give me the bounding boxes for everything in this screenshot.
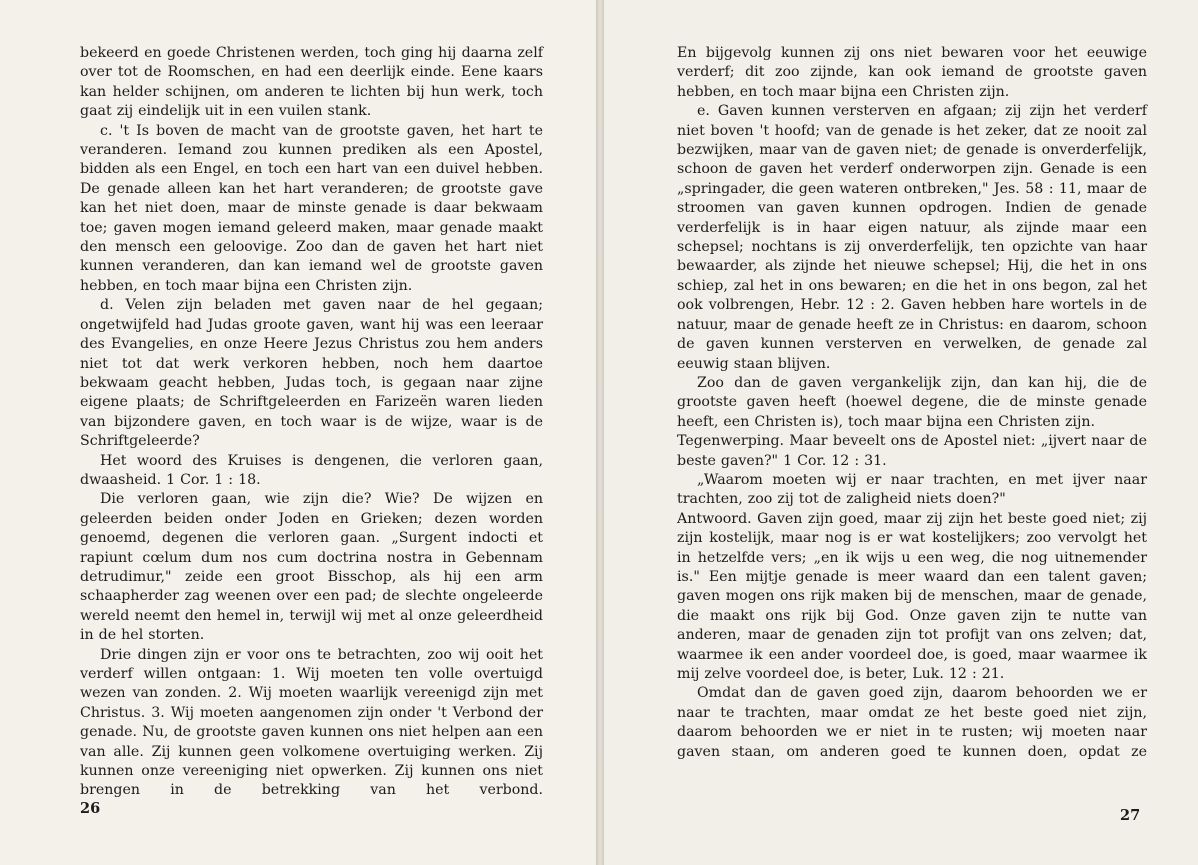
paragraph: Antwoord. Gaven zijn goed, maar zij zijn het beste goed niet; zij zijn kostelijk, maar nog is er wat kostelijkers; zoo vervolgt het in hetzelfde vers; „en ik wijs u een weg, die nog uitnemender is." Een mijtje genade is meer waard dan een talent gaven; gaven mogen ons rijk maken bij de menschen, maar de genade, die maakt ons rijk bij God. Onze gaven zijn te nutte van anderen, maar de genaden zijn tot profijt van ons zelven; dat, waarmee ik een ander voordeel doe, is goed, maar waarmee ik mij zelve voordeel doe, is beter, Luk. 12 : 21. xyxy=(677,510,1147,682)
paragraph: Omdat dan de gaven goed zijn, daarom behoorden we er naar te trachten, maar omdat ze het beste goed niet zijn, daarom behoorden we er niet in te rusten; wij moeten naar gaven staan, om anderen goed te kunnen doen, opdat ze xyxy=(677,685,1147,760)
left-page xyxy=(0,0,596,865)
paragraph: Zoo dan de gaven vergankelijk zijn, dan kan hij, die de grootste gaven heeft (hoewel degene, die de minste genade heeft, een Christen is), toch maar bijna een Christen zijn. xyxy=(677,374,1147,430)
page-number: 27 xyxy=(1120,807,1141,824)
paragraph: d. Velen zijn beladen met gaven naar de hel gegaan; ongetwijfeld had Judas groote gaven, want hij was een leeraar des Evangelies, en onze Heere Jezus Christus zou hem anders niet tot dat werk verkoren hebben, noch hem daartoe bekwaam geacht hebben, Judas toch, is gegaan naar zijne eigene plaats; de Schriftgeleerden en Farizeën waren lieden van bijzondere gaven, en toch waar is de wijze, waar is de Schriftgeleerde? xyxy=(80,297,543,450)
left-page-text xyxy=(80,44,543,801)
paragraph: bekeerd en goede Christenen werden, toch ging hij daarna zelf over tot de Roomschen, en had een deerlijk einde. Eene kaars kan helder schijnen, om anderen te lichten bij hun werk, toch gaat zij eindelijk uit in een vuilen stank. xyxy=(80,45,543,120)
paragraph: „Waarom moeten wij er naar trachten, en met ijver naar trachten, zoo zij tot de zaligheid niets doen?" xyxy=(677,471,1147,508)
paragraph: Drie dingen zijn er voor ons te betrachten, zoo wij ooit het verderf willen ontgaan: 1. Wij moeten ten volle overtuigd wezen van zonden. 2. Wij moeten waarlijk vereenigd zijn met Christus. 3. Wij moeten aangenomen zijn onder 't Verbond der genade. Nu, de grootste gaven kunnen ons niet helpen aan een van alle. Zij kunnen geen volkomene overtuiging werken. Zij kunnen onze vereeniging niet opwerken. Zij kunnen ons niet brengen in de betrekking van het verbond. xyxy=(80,646,543,799)
paragraph: Tegenwerping. Maar beveelt ons de Apostel niet: „ijvert naar de beste gaven?" 1 Cor. 12 : 31. xyxy=(677,433,1147,469)
paragraph: e. Gaven kunnen versterven en afgaan; zij zijn het verderf niet boven 't hoofd; van de genade is het zeker, dat ze nooit zal bezwijken, maar van de gaven niet; de genade is onverderfelijk, schoon de gaven het verderf onderworpen zijn. Genade is een „springader, die geen wateren ontbreken," Jes. 58 : 11, maar de stroomen van gaven kunnen opdrogen. Indien de genade verderfelijk is in haar eigen natuur, als zijnde maar een schepsel; nochtans is zij onverderfelijk, ten opzichte van haar bewaarder, als zijnde het nieuwe schepsel; Hij, die het in ons schiep, zal het in ons bewaren; en die het in ons begon, zal het ook volbrengen, Hebr. 12 : 2. Gaven hebben hare wortels in de natuur, maar de genade heeft ze in Christus: en daarom, schoon de gaven kunnen versterven en verwelken, de genade zal eeuwig staan blijven. xyxy=(677,103,1147,372)
gutter xyxy=(596,0,604,865)
paragraph: Die verloren gaan, wie zijn die? Wie? De wijzen en geleerden beiden onder Joden en Grieken; dezen worden genoemd, degenen die verloren gaan. „Surgent indocti et rapiunt cœlum dum nos cum doctrina nostra in Gebennam detrudimur," zeide een groot Bisschop, als hij een arm schaapherder zag weenen over een pad; de slechte ongeleerde wereld neemt den hemel in, terwijl wij met al onze geleerdheid in de hel storten. xyxy=(80,491,543,644)
page-number: 26 xyxy=(80,800,101,817)
paragraph: En bijgevolg kunnen zij ons niet bewaren voor het eeuwige verderf; dit zoo zijnde, kan ook iemand de grootste gaven hebben, en toch maar bijna een Christen zijn. xyxy=(677,45,1147,100)
paragraph: Het woord des Kruises is dengenen, die verloren gaan, dwaasheid. 1 Cor. 1 : 18. xyxy=(80,452,543,488)
right-page xyxy=(604,0,1198,865)
right-page-text xyxy=(677,44,1147,762)
paragraph: c. 't Is boven de macht van de grootste gaven, het hart te veranderen. Iemand zou kunnen prediken als een Apostel, bidden als een Engel, en toch een hart van een duivel hebben. De genade alleen kan het hart veranderen; de grootste gave kan het niet doen, maar de minste genade is daar bekwaam toe; gaven mogen iemand geleerd maken, maar genade maakt den mensch een geloovige. Zoo dan de gaven het hart niet kunnen veranderen, dan kan iemand wel de grootste gaven hebben, en toch maar bijna een Christen zijn. xyxy=(80,122,543,294)
